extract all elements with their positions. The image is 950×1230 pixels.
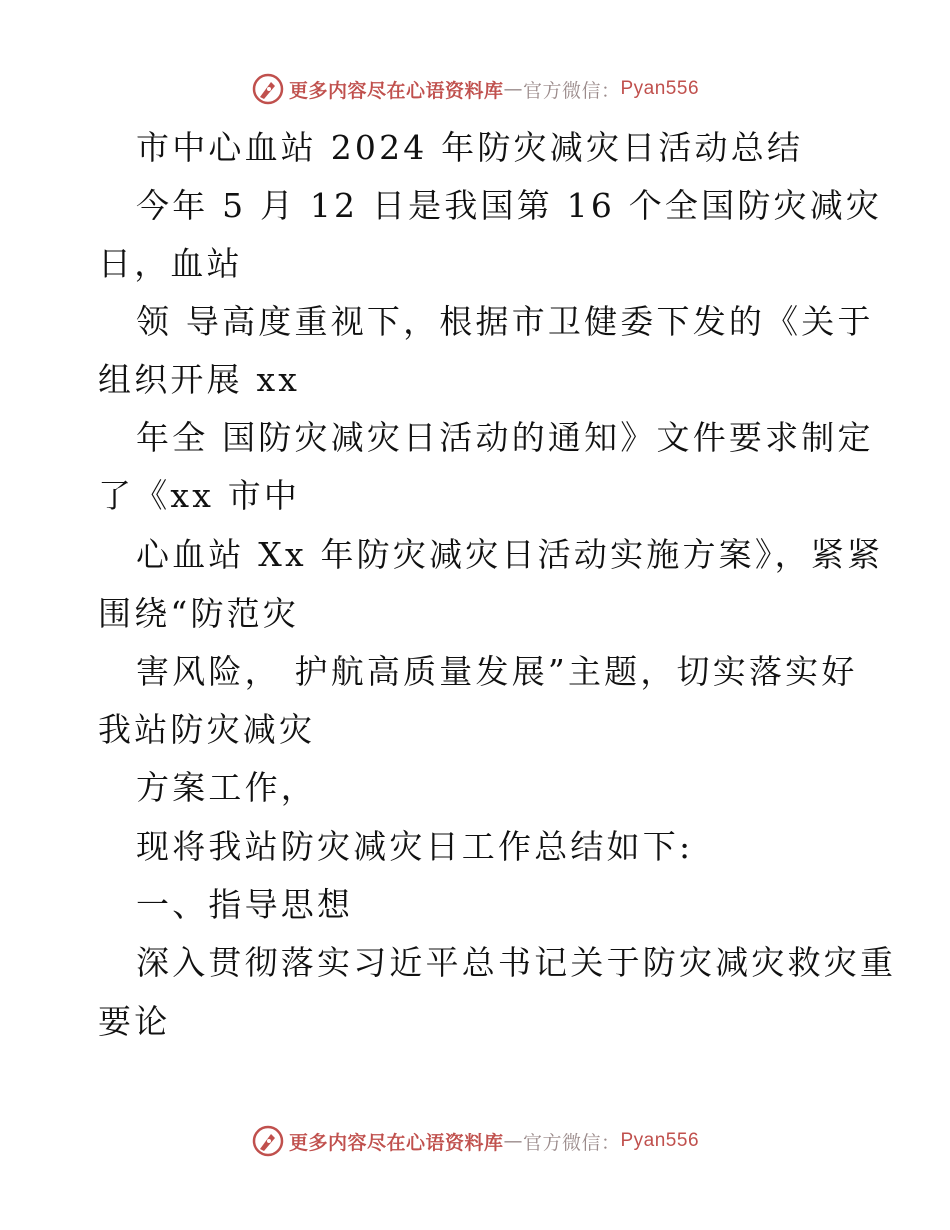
watermark-site-text: 更多内容尽在心语资料库	[288, 1131, 504, 1154]
watermark-wechat-id: Pyan556	[620, 78, 700, 99]
paragraph-line: 方案工作，	[136, 768, 317, 807]
watermark-official-text: 官方微信：	[522, 79, 621, 102]
paragraph-line: 害风险， 护航高质量发展”主题，切实落实好	[136, 652, 858, 691]
paragraph-line: 了《xx 市中	[98, 476, 301, 515]
paragraph-line: 领 导高度重视下，根据市卫健委下发的《关于	[136, 302, 874, 341]
watermark-wechat-id: Pyan556	[620, 1130, 700, 1151]
paragraph-line: 心血站 Xx 年防灾减灾日活动实施方案》，紧紧	[136, 535, 884, 574]
paragraph-line: 要论	[98, 1002, 171, 1041]
pen-nib-icon	[251, 1124, 285, 1158]
paragraph-line: 年全 国防灾减灾日活动的通知》文件要求制定	[136, 418, 874, 457]
paragraph-line: 今年 5 月 12 日是我国第 16 个全国防灾减灾	[136, 186, 883, 225]
footer-watermark	[0, 1124, 950, 1158]
watermark-dash: —	[503, 1130, 523, 1152]
paragraph-line: 现将我站防灾减灾日工作总结如下:	[136, 827, 694, 866]
paragraph-line: 组织开展 xx	[98, 360, 301, 399]
watermark-site-text: 更多内容尽在心语资料库	[288, 79, 504, 102]
paragraph-line: 日，血站	[98, 244, 243, 283]
pen-nib-icon	[251, 72, 285, 106]
section-heading: 一、指导思想	[136, 885, 354, 924]
watermark-dash: —	[503, 78, 523, 100]
document-title: 市中心血站 2024 年防灾减灾日活动总结	[136, 128, 804, 167]
watermark-official-text: 官方微信：	[522, 1131, 621, 1154]
paragraph-line: 深入贯彻落实习近平总书记关于防灾减灾救灾重	[136, 943, 897, 982]
paragraph-line: 我站防灾减灾	[98, 710, 316, 749]
header-watermark	[0, 72, 950, 106]
paragraph-line: 围绕“防范灾	[98, 594, 300, 633]
